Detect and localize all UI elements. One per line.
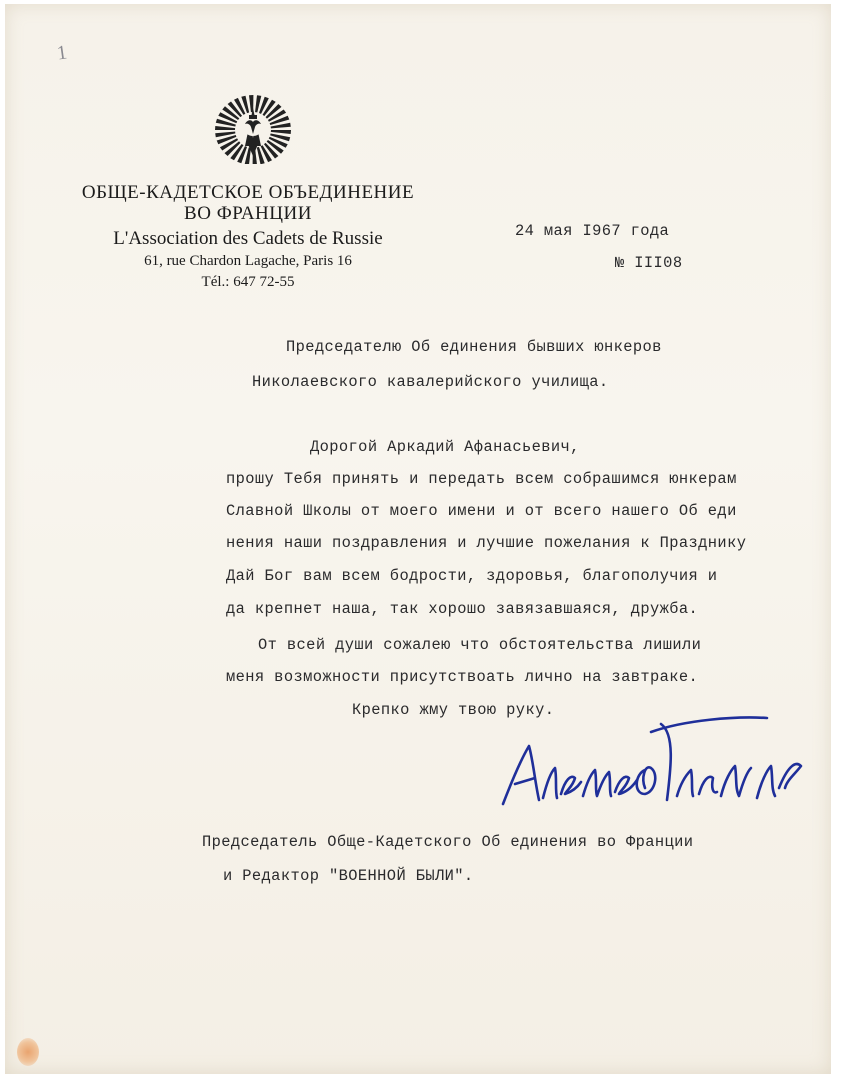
org-name-fr: L'Association des Cadets de Russie [113,228,383,249]
body-line: Славной Школы от моего имени и от всего нашего Об еди [226,502,737,520]
body-line: меня возможности присутствоать лично на завтраке. [226,668,699,686]
addressee-line: Председателю Об единения бывших юнкеров [286,338,662,356]
org-phone: Tél.: 647 72-55 [201,274,295,290]
letter-number: № III08 [615,254,683,272]
org-address: 61, rue Chardon Lagache, Paris 16 [144,253,352,269]
body-line: да крепнет наша, так хорошо завязавшаяся, дружба. [226,600,699,618]
margin-note: 1 [55,41,69,65]
closing-line: Председатель Обще-Кадетского Об единения во Франции [202,833,694,851]
body-line: нения наши поздравления и лучшие пожелания к Празднику [226,534,747,552]
body-line: От всей души сожалею что обстоятельства лишили [258,636,702,654]
paper-stain [17,1038,39,1066]
body-line: прошу Тебя принять и передать всем собрашимся юнкерам [226,470,737,488]
body-line: Крепко жму твою руку. [352,701,555,719]
org-name-ru-line2: ВО ФРАНЦИИ [184,203,312,224]
handwritten-signature [495,708,815,820]
closing-line: и Редактор "ВОЕННОЙ БЫЛИ". [223,867,474,885]
imperial-eagle-sunburst-icon [205,90,301,164]
letter-date: 24 мая I967 года [515,222,670,240]
org-name-ru-line1: ОБЩЕ-КАДЕТСКОЕ ОБЪЕДИНЕНИЕ [81,182,415,203]
letter-sheet [5,4,831,1074]
salutation: Дорогой Аркадий Афанасьевич, [310,438,580,456]
addressee-line: Николаевского кавалерийского училища. [252,373,609,391]
body-line: Дай Бог вам всем бодрости, здоровья, благополучия и [226,567,718,585]
